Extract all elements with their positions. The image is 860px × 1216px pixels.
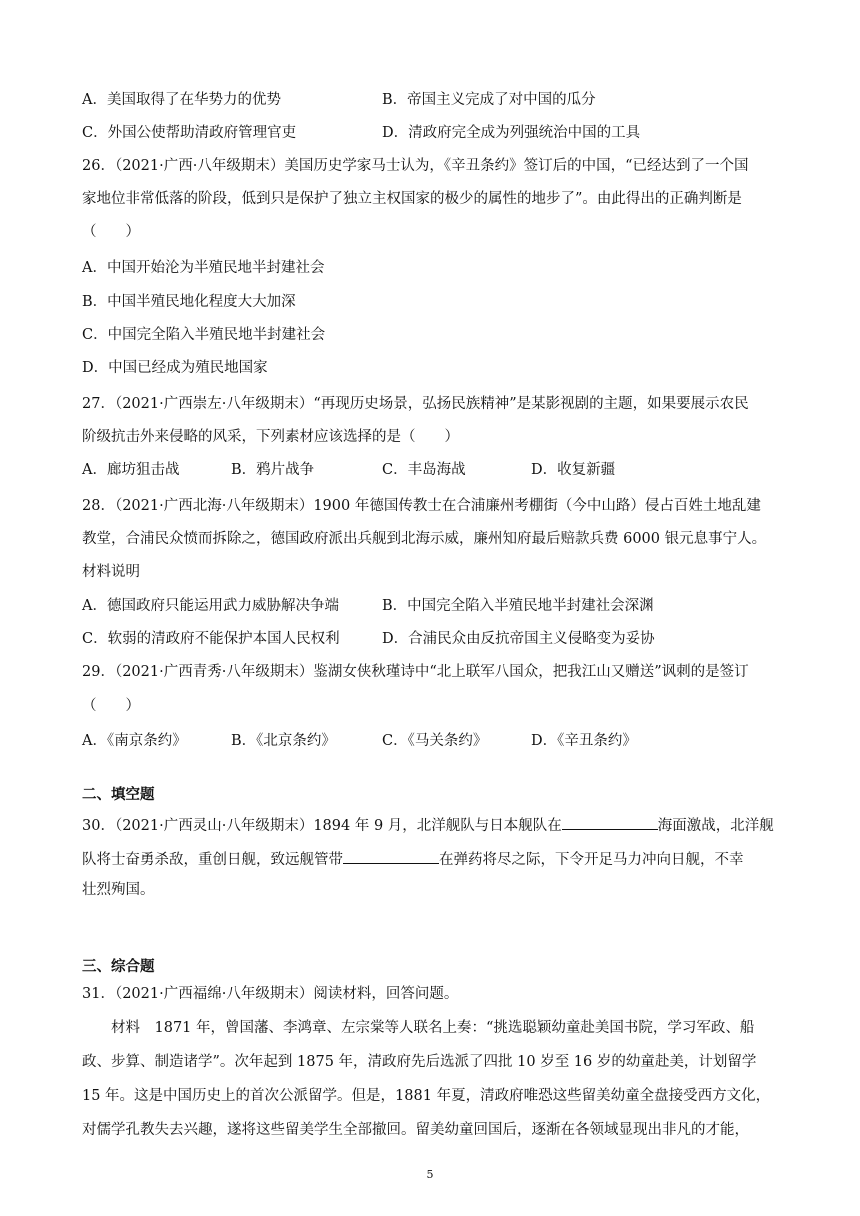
q26-stem-line3: （ ） <box>82 224 140 240</box>
section-heading-comprehensive: 三、综合题 <box>82 959 155 975</box>
q30-line1-text: 30．（2021·广西灵山·八年级期末）1894 年 9 月，北洋舰队与日本舰队在 <box>82 818 562 834</box>
q26-option-d: D．中国已经成为殖民地国家 <box>82 360 268 376</box>
q26-option-c: C．中国完全陷入半殖民地半封建社会 <box>82 327 326 343</box>
q27-option-a: A．廊坊狙击战 <box>82 462 180 478</box>
q29-option-c: C．《马关条约》 <box>382 733 488 749</box>
q29-stem-line1: 29．（2021·广西青秀·八年级期末）鉴湖女侠秋瑾诗中“北上联军八国众，把我江山又赠送”讽刺的是签订 <box>82 664 749 680</box>
q26-option-b: B．中国半殖民地化程度大大加深 <box>82 294 296 310</box>
q26-option-a: A．中国开始沦为半殖民地半封建社会 <box>82 260 325 276</box>
q31-stem: 31．（2021·广西福绵·八年级期末）阅读材料，回答问题。 <box>82 986 459 1002</box>
q26-stem-line1: 26．（2021·广西·八年级期末）美国历史学家马士认为，《辛丑条约》签订后的中国，“已经达到了一个国 <box>82 158 749 174</box>
q25-option-d: D．清政府完全成为列强统治中国的工具 <box>382 125 641 141</box>
q31-material-line3: 15 年。这是中国历史上的首次公派留学。但是，1881 年夏，清政府唯恐这些留美幼童全盘接受西方文化， <box>82 1088 771 1104</box>
q31-material-line2: 政、步算、制造诸学”。次年起到 1875 年，清政府先后选派了四批 10 岁至 16 岁的幼童赴美，计划留学 <box>82 1054 757 1070</box>
q29-stem-line2: （ ） <box>82 698 140 714</box>
q30-blank-1[interactable] <box>562 813 658 830</box>
q28-option-a: A．德国政府只能运用武力威胁解决争端 <box>82 598 339 614</box>
q28-stem-line1: 28．（2021·广西北海·八年级期末）1900 年德国传教士在合浦廉州考棚街（今中山路）侵占百姓土地乱建 <box>82 498 761 514</box>
q27-option-d: D．收复新疆 <box>531 462 616 478</box>
q25-option-b: B．帝国主义完成了对中国的瓜分 <box>382 92 596 108</box>
q30-blank-2[interactable] <box>343 847 439 864</box>
q30-line1-text-after: 海面激战，北洋舰 <box>657 818 774 834</box>
q27-stem-line1: 27．（2021·广西崇左·八年级期末）“再现历史场景，弘扬民族精神”是某影视剧的主题，如果要展示农民 <box>82 396 749 412</box>
q25-option-a: A．美国取得了在华势力的优势 <box>82 92 281 108</box>
q25-option-c: C．外国公使帮助清政府管理官吏 <box>82 125 297 141</box>
q30-stem-line3: 壮烈殉国。 <box>82 882 155 898</box>
q30-stem-line2 <box>82 847 744 870</box>
q29-option-a: A．《南京条约》 <box>82 733 187 749</box>
q30-stem-line1 <box>82 813 774 836</box>
q28-option-d: D．合浦民众由反抗帝国主义侵略变为妥协 <box>382 631 655 647</box>
section-heading-fill-in: 二、填空题 <box>82 787 155 803</box>
q29-option-b: B．《北京条约》 <box>231 733 336 749</box>
q27-stem-line2: 阶级抗击外来侵略的风采，下列素材应该选择的是（ ） <box>82 429 459 445</box>
q28-option-c: C．软弱的清政府不能保护本国人民权利 <box>82 631 340 647</box>
q28-stem-line2: 教堂，合浦民众愤而拆除之，德国政府派出兵舰到北海示威，廉州知府最后赔款兵费 6000 银元息事宁人。 <box>82 531 767 547</box>
q31-material-line1: 材料 1871 年，曾国藩、李鸿章、左宗棠等人联名上奏：“挑选聪颖幼童赴美国书院，学习军政、船 <box>82 1020 755 1036</box>
q27-option-b: B．鸦片战争 <box>231 462 315 478</box>
q26-stem-line2: 家地位非常低落的阶段，低到只是保护了独立主权国家的极少的属性的地步了”。由此得出的正确判断是 <box>82 191 742 207</box>
page-number: 5 <box>426 1168 434 1181</box>
q28-option-b: B．中国完全陷入半殖民地半封建社会深渊 <box>382 598 654 614</box>
q27-option-c: C．丰岛海战 <box>382 462 466 478</box>
q30-line2-text-after: 在弹药将尽之际，下令开足马力冲向日舰，不幸 <box>439 852 744 868</box>
q31-material-line4: 对儒学孔教失去兴趣，遂将这些留美学生全部撤回。留美幼童回国后，逐渐在各领域显现出非凡的才能， <box>82 1122 749 1138</box>
q29-option-d: D．《辛丑条约》 <box>531 733 637 749</box>
q28-stem-line3: 材料说明 <box>82 564 140 580</box>
q30-line2-text: 队将士奋勇杀敌，重创日舰，致远舰管带 <box>82 852 343 868</box>
